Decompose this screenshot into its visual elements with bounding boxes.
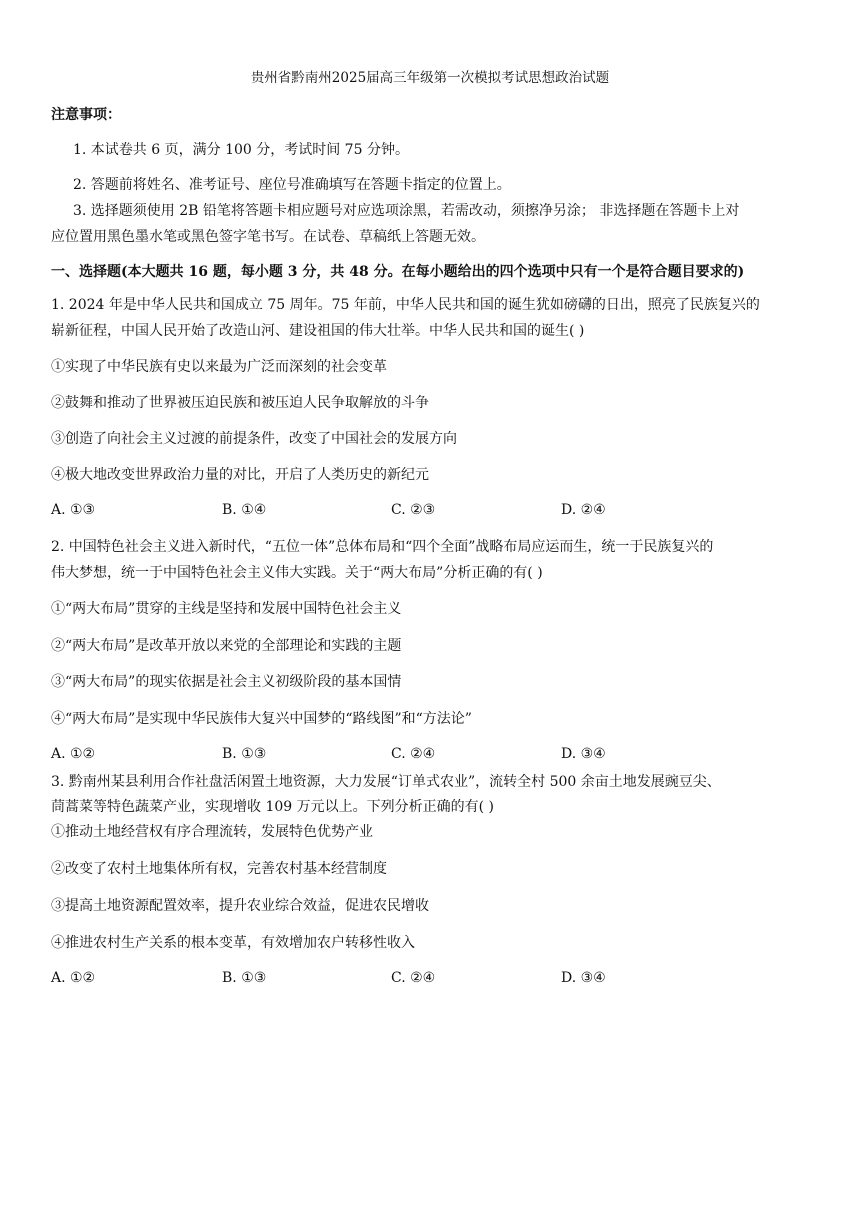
question-statement: ①“两大布局”贯穿的主线是坚持和发展中国特色社会主义 [51,601,402,617]
question-statement: ④极大地改变世界政治力量的对比，开启了人类历史的新纪元 [51,467,429,483]
option-a: A. ①② [51,746,96,762]
notice-item: 2. 答题前将姓名、准考证号、座位号准确填写在答题卡指定的位置上。 [73,177,511,193]
option-c: C. ②③ [391,502,436,518]
option-d: D. ②④ [561,502,606,518]
notice-item: 1. 本试卷共 6 页，满分 100 分，考试时间 75 分钟。 [73,142,409,158]
question-statement: ③创造了向社会主义过渡的前提条件，改变了中国社会的发展方向 [51,431,457,447]
section-heading: 一、选择题(本大题共 16 题，每小题 3 分，共 48 分。在每小题给出的四个选项中只有一个是符合题目要求的) [51,264,745,280]
question-statement: ②改变了农村土地集体所有权，完善农村基本经营制度 [51,861,387,877]
option-c: C. ②④ [391,970,436,986]
page-title: 贵州省黔南州2025届高三年级第一次模拟考试思想政治试题 [250,70,610,86]
question-stem: 崭新征程，中国人民开始了改造山河、建设祖国的伟大壮举。中华人民共和国的诞生( ) [51,323,585,339]
question-statement: ②鼓舞和推动了世界被压迫民族和被压迫人民争取解放的斗争 [51,395,429,411]
answer-options [51,746,791,764]
question-stem: 3. 黔南州某县利用合作社盘活闲置土地资源，大力发展“订单式农业”，流转全村 500 余亩土地发展豌豆尖、 [51,774,721,790]
option-d: D. ③④ [561,746,606,762]
question-stem: 茼蒿菜等特色蔬菜产业，实现增收 109 万元以上。下列分析正确的有( ) [51,799,494,815]
option-b: B. ①④ [222,502,267,518]
question-stem: 1. 2024 年是中华人民共和国成立 75 周年。75 年前，中华人民共和国的诞生犹如磅礴的日出，照亮了民族复兴的 [51,297,760,313]
notice-heading: 注意事项： [51,107,121,123]
option-a: A. ①② [51,970,96,986]
question-statement: ④“两大布局”是实现中华民族伟大复兴中国梦的“路线图”和“方法论” [51,711,472,727]
question-statement: ②“两大布局”是改革开放以来党的全部理论和实践的主题 [51,638,402,654]
question-statement: ①推动土地经营权有序合理流转，发展特色优势产业 [51,824,373,840]
answer-options [51,502,791,520]
option-b: B. ①③ [222,970,267,986]
question-stem: 2. 中国特色社会主义进入新时代，“五位一体”总体布局和“四个全面”战略布局应运而生，统一于民族复兴的 [51,539,714,555]
option-b: B. ①③ [222,746,267,762]
option-c: C. ②④ [391,746,436,762]
option-d: D. ③④ [561,970,606,986]
question-statement: ③“两大布局”的现实依据是社会主义初级阶段的基本国情 [51,674,402,690]
notice-item: 3. 选择题须使用 2B 铅笔将答题卡相应题号对应选项涂黑，若需改动，须擦净另涂； 非选择题在答题卡上对 [73,203,740,219]
question-statement: ③提高土地资源配置效率，提升农业综合效益，促进农民增收 [51,898,429,914]
option-a: A. ①③ [51,502,96,518]
question-statement: ④推进农村生产关系的根本变革，有效增加农户转移性收入 [51,935,415,951]
notice-item-continued: 应位置用黑色墨水笔或黑色签字笔书写。在试卷、草稿纸上答题无效。 [51,229,485,245]
answer-options [51,970,791,988]
question-statement: ①实现了中华民族有史以来最为广泛而深刻的社会变革 [51,359,387,375]
question-stem: 伟大梦想，统一于中国特色社会主义伟大实践。关于“两大布局”分析正确的有( ) [51,565,543,581]
